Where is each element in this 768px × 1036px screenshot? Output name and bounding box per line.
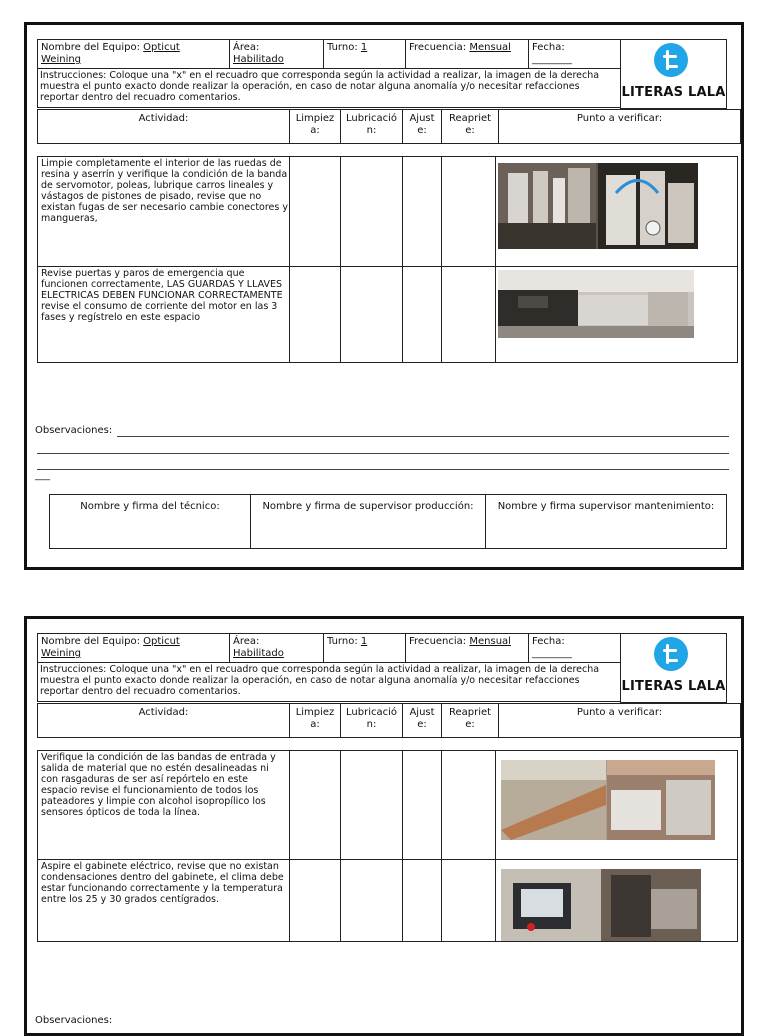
equipo-value: Opticut bbox=[143, 636, 180, 647]
col-actividad: Actividad: bbox=[37, 703, 290, 738]
logo-cell bbox=[620, 39, 727, 109]
col-ajuste bbox=[402, 703, 442, 738]
area-label: Área: bbox=[233, 42, 260, 53]
col-lubricacion-l1: Lubricació bbox=[346, 707, 397, 718]
turno-value: 1 bbox=[360, 636, 368, 647]
check-reapriete[interactable] bbox=[442, 267, 495, 362]
col-punto: Punto a verificar: bbox=[498, 703, 741, 738]
equipo-cell bbox=[37, 633, 230, 663]
check-reapriete[interactable] bbox=[442, 157, 495, 265]
frecuencia-cell bbox=[405, 39, 529, 69]
check-limpieza[interactable] bbox=[290, 157, 340, 265]
equipo-cell bbox=[37, 39, 230, 69]
fecha-value: ________ bbox=[532, 648, 572, 659]
equipo-label: Nombre del Equipo: bbox=[41, 636, 140, 647]
form-sheet-2 bbox=[24, 616, 744, 1036]
col-punto: Punto a verificar: bbox=[498, 109, 741, 144]
frecuencia-label: Frecuencia: bbox=[409, 42, 467, 53]
machine-photo-conveyor bbox=[501, 760, 715, 840]
equipo-value-line2: Weining bbox=[41, 54, 82, 65]
machine-photo-cabinet bbox=[501, 869, 701, 941]
col-lubricacion-l2: n: bbox=[366, 719, 377, 730]
check-ajuste[interactable] bbox=[403, 751, 441, 858]
col-ajuste-l2: e: bbox=[417, 125, 427, 136]
observaciones-tail: ___ bbox=[35, 470, 50, 481]
frecuencia-label: Frecuencia: bbox=[409, 636, 467, 647]
t-logo-icon bbox=[654, 637, 688, 671]
col-reapriete bbox=[441, 703, 499, 738]
col-limpieza bbox=[289, 703, 341, 738]
turno-cell bbox=[323, 633, 406, 663]
t-logo-icon bbox=[654, 43, 688, 77]
fecha-label: Fecha: bbox=[532, 42, 565, 53]
observaciones-line[interactable] bbox=[37, 442, 729, 454]
frecuencia-cell bbox=[405, 633, 529, 663]
check-reapriete[interactable] bbox=[442, 860, 495, 941]
turno-label: Turno: bbox=[327, 636, 358, 647]
logo-cell bbox=[620, 633, 727, 703]
activity-text: Limpie completamente el interior de las ruedas de resina y aserrín y verifique la condición de la banda de servomotor, poleas, lubrique carros lineales y vástagos de pistones de pisado, revise que no existan fugas de ser necesario cambie conectores y mangueras, bbox=[41, 158, 288, 224]
col-actividad: Actividad: bbox=[37, 109, 290, 144]
col-reapriete-l2: e: bbox=[465, 719, 475, 730]
turno-cell bbox=[323, 39, 406, 69]
col-ajuste-l1: Ajust bbox=[409, 707, 435, 718]
observaciones-line[interactable] bbox=[37, 458, 729, 470]
col-limpieza-l1: Limpiez bbox=[295, 707, 335, 718]
turno-value: 1 bbox=[360, 42, 368, 53]
fecha-cell bbox=[528, 633, 621, 663]
machine-photo-line bbox=[498, 270, 694, 338]
check-lubricacion[interactable] bbox=[341, 267, 402, 362]
activity-text: Verifique la condición de las bandas de entrada y salida de material que no estén desalineadas ni con rasgaduras de ser así repórtelo en este espacio revise el funcionamiento de todos los pateadores y limpie con alcohol isopropílico los sensores ópticos de toda la línea. bbox=[41, 752, 276, 818]
col-limpieza-l2: a: bbox=[310, 125, 320, 136]
check-limpieza[interactable] bbox=[290, 860, 340, 941]
check-limpieza[interactable] bbox=[290, 267, 340, 362]
area-label: Área: bbox=[233, 636, 260, 647]
col-limpieza-l1: Limpiez bbox=[295, 113, 335, 124]
observaciones-line[interactable] bbox=[117, 425, 729, 437]
col-lubricacion-l1: Lubricació bbox=[346, 113, 397, 124]
form-sheet-1 bbox=[24, 22, 744, 570]
machine-photo-rollers bbox=[498, 163, 698, 249]
equipo-value: Opticut bbox=[143, 42, 180, 53]
firma-supervisor-mantenimiento[interactable]: Nombre y firma supervisor mantenimiento: bbox=[485, 494, 727, 549]
area-cell bbox=[229, 633, 324, 663]
check-lubricacion[interactable] bbox=[341, 860, 402, 941]
fecha-value: ________ bbox=[532, 54, 572, 65]
col-ajuste bbox=[402, 109, 442, 144]
frecuencia-value: Mensual bbox=[469, 636, 511, 647]
col-lubricacion-l2: n: bbox=[366, 125, 377, 136]
observaciones-label: Observaciones: bbox=[35, 425, 113, 436]
firma-tecnico[interactable]: Nombre y firma del técnico: bbox=[49, 494, 251, 549]
col-reapriete-l1: Reapriet bbox=[448, 113, 492, 124]
col-limpieza-l2: a: bbox=[310, 719, 320, 730]
check-ajuste[interactable] bbox=[403, 267, 441, 362]
check-lubricacion[interactable] bbox=[341, 751, 402, 858]
check-ajuste[interactable] bbox=[403, 860, 441, 941]
col-limpieza bbox=[289, 109, 341, 144]
check-reapriete[interactable] bbox=[442, 751, 495, 858]
logo-text: LITERAS LALA bbox=[621, 679, 726, 694]
col-lubricacion bbox=[340, 703, 403, 738]
check-lubricacion[interactable] bbox=[341, 157, 402, 265]
fecha-label: Fecha: bbox=[532, 636, 565, 647]
area-value: Habilitado bbox=[233, 54, 284, 65]
col-reapriete bbox=[441, 109, 499, 144]
instructions: Instrucciones: Coloque una "x" en el recuadro que corresponda según la actividad a realizar, la imagen de la derecha muestra el punto exacto donde realizar la operación, en caso de notar alguna anomalía y/o necesitar refacciones reportar dentro del recuadro comentarios. bbox=[37, 662, 621, 702]
observaciones-label: Observaciones: bbox=[35, 1015, 113, 1026]
area-value: Habilitado bbox=[233, 648, 284, 659]
col-lubricacion bbox=[340, 109, 403, 144]
turno-label: Turno: bbox=[327, 42, 358, 53]
check-ajuste[interactable] bbox=[403, 157, 441, 265]
check-limpieza[interactable] bbox=[290, 751, 340, 858]
instructions: Instrucciones: Coloque una "x" en el recuadro que corresponda según la actividad a realizar, la imagen de la derecha muestra el punto exacto donde realizar la operación, en caso de notar alguna anomalía y/o necesitar refacciones reportar dentro del recuadro comentarios. bbox=[37, 68, 621, 108]
activity-text: Aspire el gabinete eléctrico, revise que no existan condensaciones dentro del gabinete, el clima debe estar funcionando correctamente y la temperatura entre los 25 y 30 grados centígrados. bbox=[41, 861, 284, 905]
col-ajuste-l2: e: bbox=[417, 719, 427, 730]
col-ajuste-l1: Ajust bbox=[409, 113, 435, 124]
firma-supervisor-produccion[interactable]: Nombre y firma de supervisor producción: bbox=[250, 494, 486, 549]
frecuencia-value: Mensual bbox=[469, 42, 511, 53]
fecha-cell bbox=[528, 39, 621, 69]
col-reapriete-l1: Reapriet bbox=[448, 707, 492, 718]
area-cell bbox=[229, 39, 324, 69]
equipo-label: Nombre del Equipo: bbox=[41, 42, 140, 53]
activity-text: Revise puertas y paros de emergencia que funcionen correctamente, LAS GUARDAS Y LLAVES ELECTRICAS DEBEN FUNCIONAR CORRECTAMENTE revise el consumo de corriente del motor en las 3 fases y regístrelo en este espacio bbox=[41, 268, 283, 323]
col-reapriete-l2: e: bbox=[465, 125, 475, 136]
equipo-value-line2: Weining bbox=[41, 648, 82, 659]
logo-text: LITERAS LALA bbox=[621, 85, 726, 100]
